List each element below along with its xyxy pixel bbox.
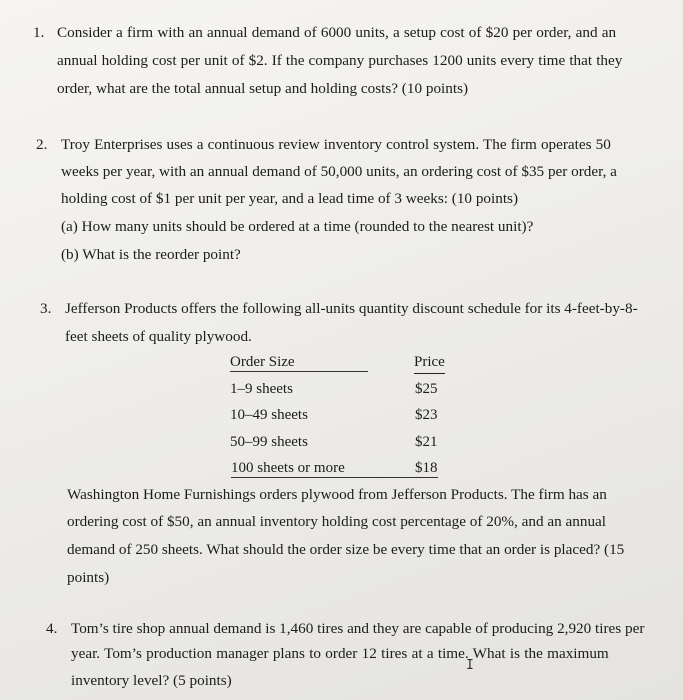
table-row-2-price: $23 [415,407,438,423]
question-3-number: 3. [40,300,52,317]
question-3-intro-line-2: feet sheets of quality plywood. [65,328,252,345]
table-row-1-size: 1–9 sheets [230,381,293,397]
question-4-line-1: Tom’s tire shop annual demand is 1,460 tires and they are capable of producing 2,920 tires per [71,620,645,637]
question-3-body-line-4: points) [67,569,110,586]
question-4-number: 4. [46,620,58,637]
table-header-rule [230,371,368,372]
question-4-line-2: year. Tom’s production manager plans to order 12 tires at a time. What is the maximum [71,645,609,662]
question-3-intro-line-1: Jefferson Products offers the following all-units quantity discount schedule for its 4-feet-by-8- [65,300,638,317]
question-1-number: 1. [33,24,45,41]
question-2-line-3: holding cost of $1 per unit per year, and a lead time of 3 weeks: (10 points) [61,190,519,207]
question-2-part-b: (b) What is the reorder point? [61,246,241,263]
question-3-body-line-2: ordering cost of $50, an annual inventory holding cost percentage of 20%, and an annual [67,513,606,530]
question-1-line-3: order, what are the total annual setup and holding costs? (10 points) [57,80,469,97]
table-row-2-size: 10–49 sheets [230,407,308,423]
table-bottom-rule [231,477,438,478]
question-2-line-1: Troy Enterprises uses a continuous review inventory control system. The firm operates 50 [61,136,611,153]
question-3-body-line-1: Washington Home Furnishings orders plywood from Jefferson Products. The firm has an [67,486,607,503]
question-2-part-a: (a) How many units should be ordered at a time (rounded to the nearest unit)? [61,218,534,235]
table-header-price: Price [414,353,445,374]
question-2-line-2: weeks per year, with an annual demand of 50,000 units, an ordering cost of $35 per order, a [61,163,617,180]
text-cursor-icon: I [466,658,474,673]
table-row-1-price: $25 [415,381,438,397]
question-3-body-line-3: demand of 250 sheets. What should the order size be every time that an order is placed? (15 [67,541,625,558]
table-row-4-size: 100 sheets or more [231,460,345,476]
question-1-line-2: annual holding cost per unit of $2. If the company purchases 1200 units every time that they [57,52,623,69]
table-row-3-size: 50–99 sheets [230,434,308,450]
question-2-number: 2. [36,136,48,153]
table-header-order-size: Order Size [230,354,295,370]
table-row-4-price: $18 [415,460,438,476]
question-1-line-1: Consider a firm with an annual demand of 6000 units, a setup cost of $20 per order, and an [57,24,617,41]
table-row-3-price: $21 [415,434,438,450]
question-4-line-3: inventory level? (5 points) [71,672,232,689]
